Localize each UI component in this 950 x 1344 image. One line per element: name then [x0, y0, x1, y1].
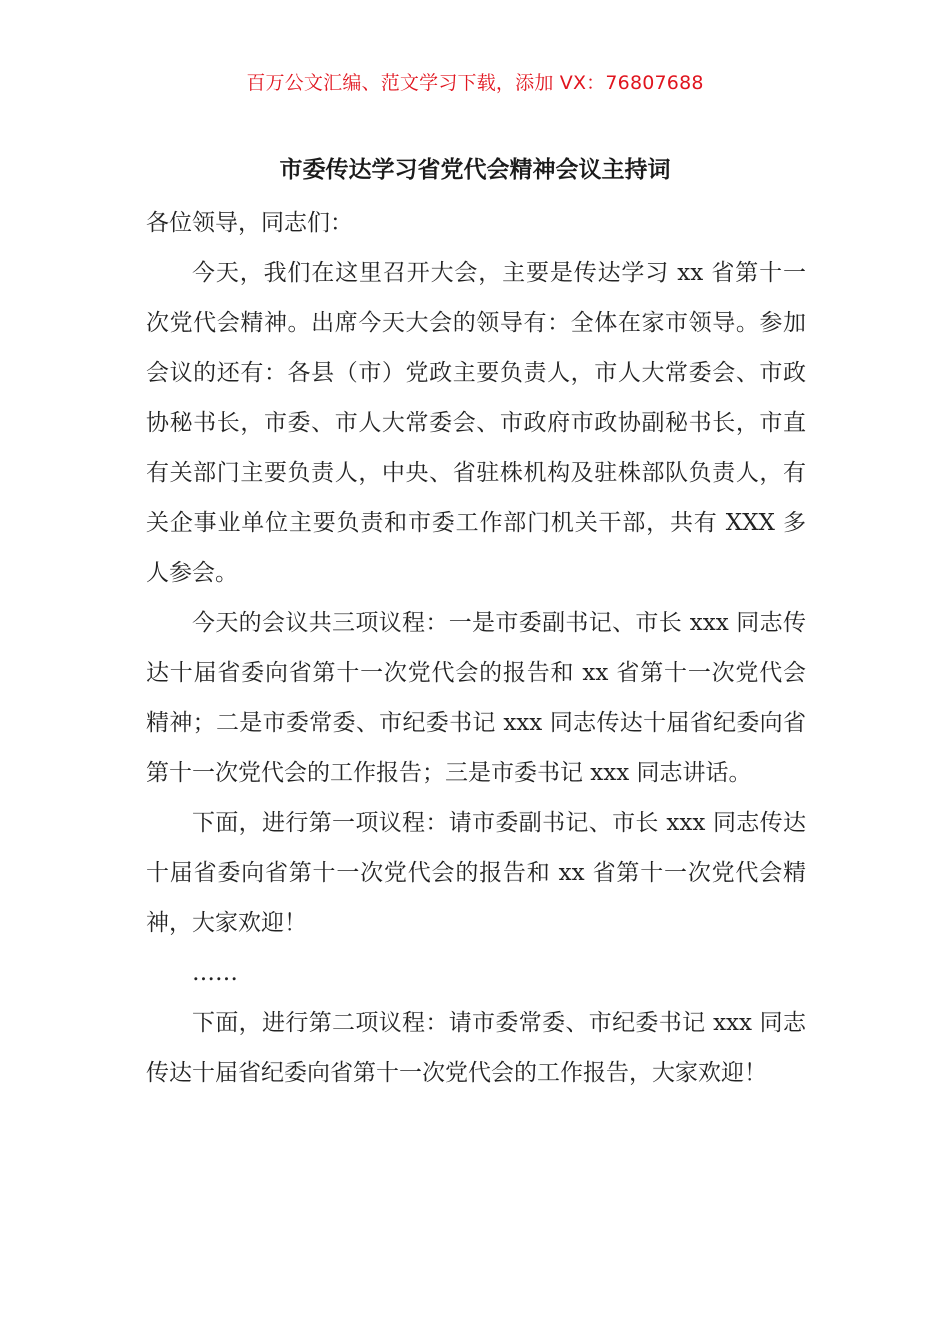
- document-body: [146, 198, 806, 1098]
- paragraph-second-item: 下面，进行第二项议程：请市委常委、市纪委书记 xxx 同志传达十届省纪委向省第十一次党代会的工作报告，大家欢迎！: [146, 1010, 806, 1086]
- document-title: 市委传达学习省党代会精神会议主持词: [279, 157, 671, 183]
- header-note: 百万公文汇编、范文学习下载，添加 VX：76807688: [246, 72, 704, 94]
- paragraph-ellipsis: ……: [192, 960, 238, 986]
- paragraph-attendees: 今天，我们在这里召开大会，主要是传达学习 xx 省第十一次党代会精神。出席今天大会的领导有：全体在家市领导。参加会议的还有：各县（市）党政主要负责人，市人大常委会、市政协秘书长，市委、市人大常委会、市政府市政协副秘书长，市直有关部门主要负责人，中央、省驻株机构及驻株部队负责人，有关企事业单位主要负责和市委工作部门机关干部，共有 XXX 多人参会。: [146, 260, 806, 586]
- salutation: 各位领导，同志们：: [146, 210, 353, 236]
- paragraph-agenda: 今天的会议共三项议程：一是市委副书记、市长 xxx 同志传达十届省委向省第十一次党代会的报告和 xx 省第十一次党代会精神；二是市委常委、市纪委书记 xxx 同志传达十届省纪委向省第十一次党代会的工作报告；三是市委书记 xxx 同志讲话。: [146, 610, 806, 786]
- paragraph-first-item: 下面，进行第一项议程：请市委副书记、市长 xxx 同志传达十届省委向省第十一次党代会的报告和 xx 省第十一次党代会精神，大家欢迎！: [146, 810, 806, 936]
